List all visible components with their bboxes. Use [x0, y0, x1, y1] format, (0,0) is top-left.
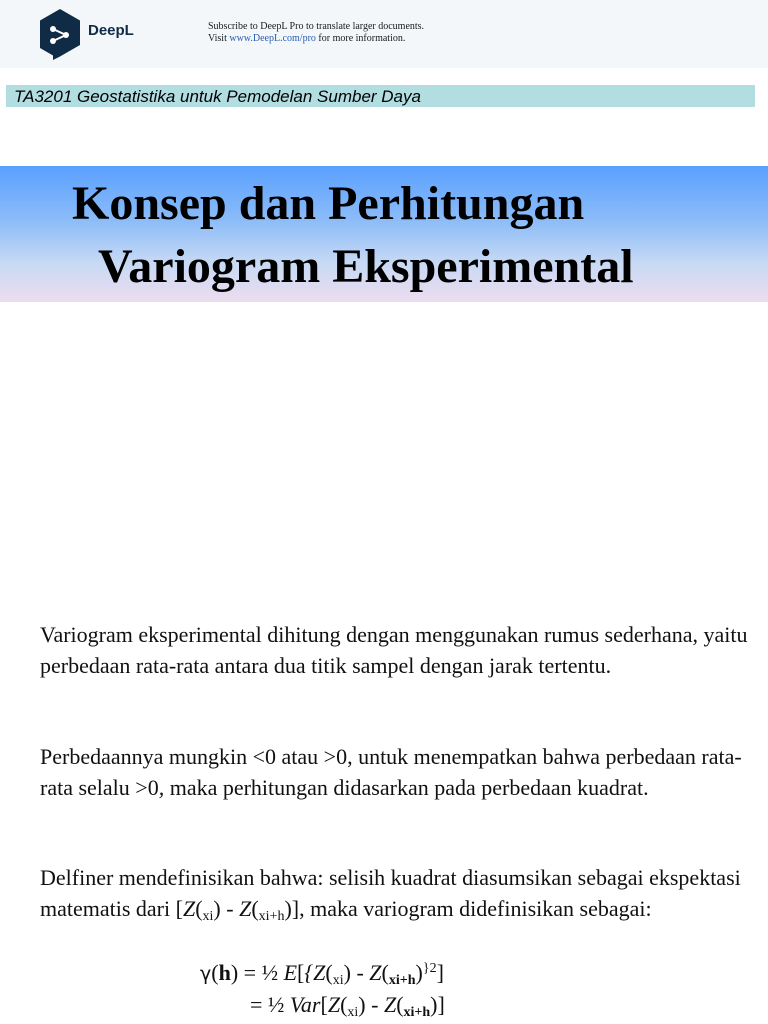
subscript-xih: xi+h	[388, 973, 416, 988]
paragraph-3: Delfiner mendefinisikan bahwa: selisih kuadrat diasumsikan sebagai ekspektasi matematis dari $[Z(_{xi}) - Z(_{xi+h})]$, maka variogram didefinisikan sebagai:	[40, 865, 741, 924]
paragraph-2-comma: ,	[158, 774, 165, 800]
gamma-symbol: γ	[200, 963, 212, 985]
half-symbol: ½	[267, 992, 285, 1017]
deepl-logo-icon	[38, 8, 82, 60]
deepl-brand: DeepL	[88, 22, 134, 39]
paragraph-3-part-a: Delfiner mendefinisikan bahwa: selisih kuadrat diasumsikan sebagai ekspektasi matematis dari [	[40, 865, 741, 921]
formula-line-2: = ½ $Var[Z(_{xi}) - Z(_{xi+h})]$	[250, 992, 445, 1020]
paragraph-2-part-c: maka perhitungan didasarkan pada perbedaan kuadrat.	[164, 774, 649, 800]
promo-line2-pre: Visit	[208, 33, 230, 44]
promo-line1: Subscribe to DeepL Pro to translate larger documents.	[208, 21, 425, 32]
z-symbol: Z	[383, 992, 397, 1017]
z-symbol: Z	[182, 895, 196, 921]
paragraph-2	[40, 742, 752, 803]
promo-line2-post: for more information.	[315, 33, 406, 44]
deepl-pro-link[interactable]: www.DeepL.com/pro	[229, 33, 316, 44]
slide-title-line2: Variogram Eksperimental	[98, 240, 634, 293]
z-symbol: Z	[369, 960, 382, 985]
course-title: TA3201 Geostatistika untuk Pemodelan Sumber Daya	[14, 87, 421, 106]
expectation-symbol: E	[283, 960, 298, 985]
deepl-promo-text	[208, 21, 424, 45]
course-header-bar	[6, 85, 755, 107]
slide-title-band	[0, 166, 768, 302]
subscript-xih: xi+h	[258, 908, 285, 924]
z-symbol: Z	[239, 895, 252, 921]
deepl-banner	[0, 0, 768, 68]
paragraph-2-part-a: Perbedaannya mungkin <0 atau >0, untuk menempatkan bahwa perbedaan rata-rata selalu >0	[40, 744, 742, 800]
subscript-xi: xi	[347, 1005, 359, 1020]
slide-title-line1: Konsep dan Perhitungan	[72, 177, 585, 230]
paragraph-1: Variogram eksperimental dihitung dengan menggunakan rumus sederhana, yaitu perbedaan rata-rata antara dua titik sampel dengan jarak tertentu.	[40, 622, 748, 678]
h-symbol: h	[218, 960, 231, 985]
z-symbol: Z	[313, 960, 326, 985]
formula-line-1: γ(h) = ½ $E[\{Z(_{xi}) - Z(_{xi+h})^{\}2}]$	[200, 960, 444, 988]
subscript-xi: xi	[202, 908, 214, 924]
variance-symbol: Var	[289, 992, 321, 1017]
subscript-xi: xi	[332, 973, 344, 988]
square-superscript: }2	[422, 961, 437, 976]
subscript-xih: xi+h	[403, 1005, 431, 1020]
promo-line2	[208, 33, 424, 45]
paragraph-3-part-b-text: maka variogram didefinisikan sebagai:	[310, 895, 652, 921]
half-symbol: ½	[261, 960, 279, 985]
z-symbol: Z	[327, 992, 341, 1017]
